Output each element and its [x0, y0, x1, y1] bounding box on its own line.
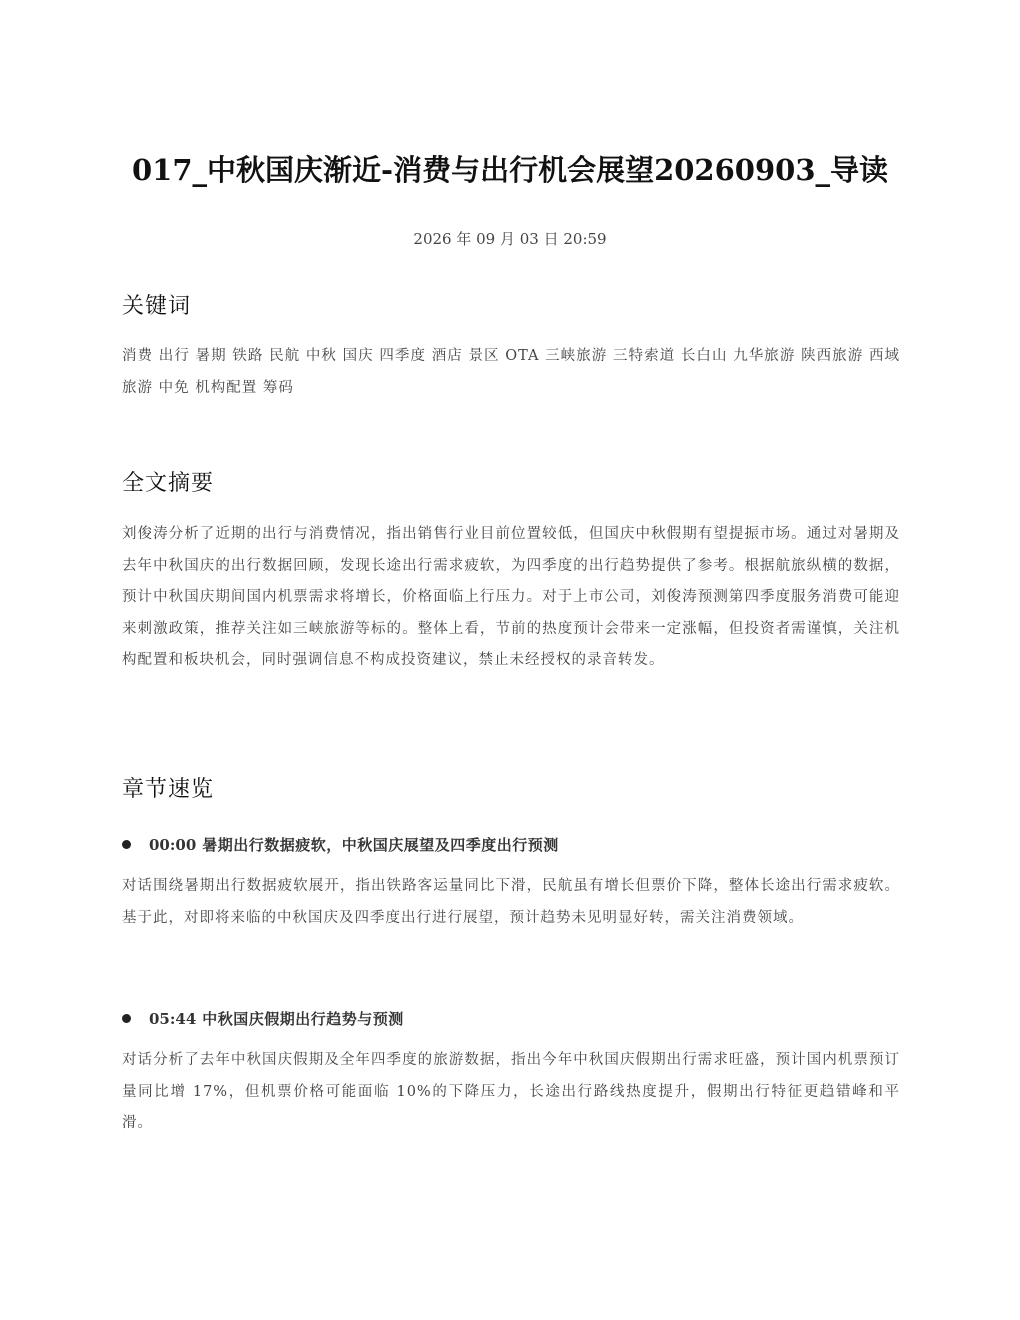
chapter-summary: 对话围绕暑期出行数据疲软展开，指出铁路客运量同比下滑，民航虽有增长但票价下降，整体长途出行需求疲软。基于此，对即将来临的中秋国庆及四季度出行进行展望，预计趋势未见明显好转，需关注消费领域。 — [122, 878, 900, 926]
chapter-timestamp: 00:00 — [149, 836, 197, 854]
document-date: 2026 年 09 月 03 日 20:59 — [413, 230, 607, 248]
bullet-icon — [122, 1014, 131, 1023]
chapter-title: 暑期出行数据疲软，中秋国庆展望及四季度出行预测 — [202, 836, 559, 854]
keywords-text: 消费 出行 暑期 铁路 民航 中秋 国庆 四季度 酒店 景区 OTA 三峡旅游 三特索道 长白山 九华旅游 陕西旅游 西域旅游 中免 机构配置 筹码 — [122, 348, 900, 396]
chapter-summary: 对话分析了去年中秋国庆假期及全年四季度的旅游数据，指出今年中秋国庆假期出行需求旺盛，预计国内机票预订量同比增 17%，但机票价格可能面临 10%的下降压力，长途出行路线热度提升，假期出行特征更趋错峰和平滑。 — [122, 1052, 900, 1131]
chapter-item-heading — [122, 833, 900, 857]
summary-text: 刘俊涛分析了近期的出行与消费情况，指出销售行业目前位置较低，但国庆中秋假期有望提振市场。通过对暑期及去年中秋国庆的出行数据回顾，发现长途出行需求疲软，为四季度的出行趋势提供了参考。根据航旅纵横的数据，预计中秋国庆期间国内机票需求将增长，价格面临上行压力。对于上市公司，刘俊涛预测第四季度服务消费可能迎来刺激政策，推荐关注如三峡旅游等标的。整体上看，节前的热度预计会带来一定涨幅，但投资者需谨慎，关注机构配置和板块机会，同时强调信息不构成投资建议，禁止未经授权的录音转发。 — [122, 526, 900, 668]
chapter-timestamp: 05:44 — [149, 1010, 197, 1028]
summary-heading: 全文摘要 — [122, 471, 215, 496]
chapter-item-heading — [122, 1007, 900, 1031]
chapter-title: 中秋国庆假期出行趋势与预测 — [202, 1010, 404, 1028]
document-title: 017_中秋国庆渐近-消费与出行机会展望20260903_导读 — [132, 153, 888, 187]
keywords-heading: 关键词 — [122, 294, 192, 319]
bullet-icon — [122, 840, 131, 849]
chapters-heading: 章节速览 — [122, 777, 215, 802]
